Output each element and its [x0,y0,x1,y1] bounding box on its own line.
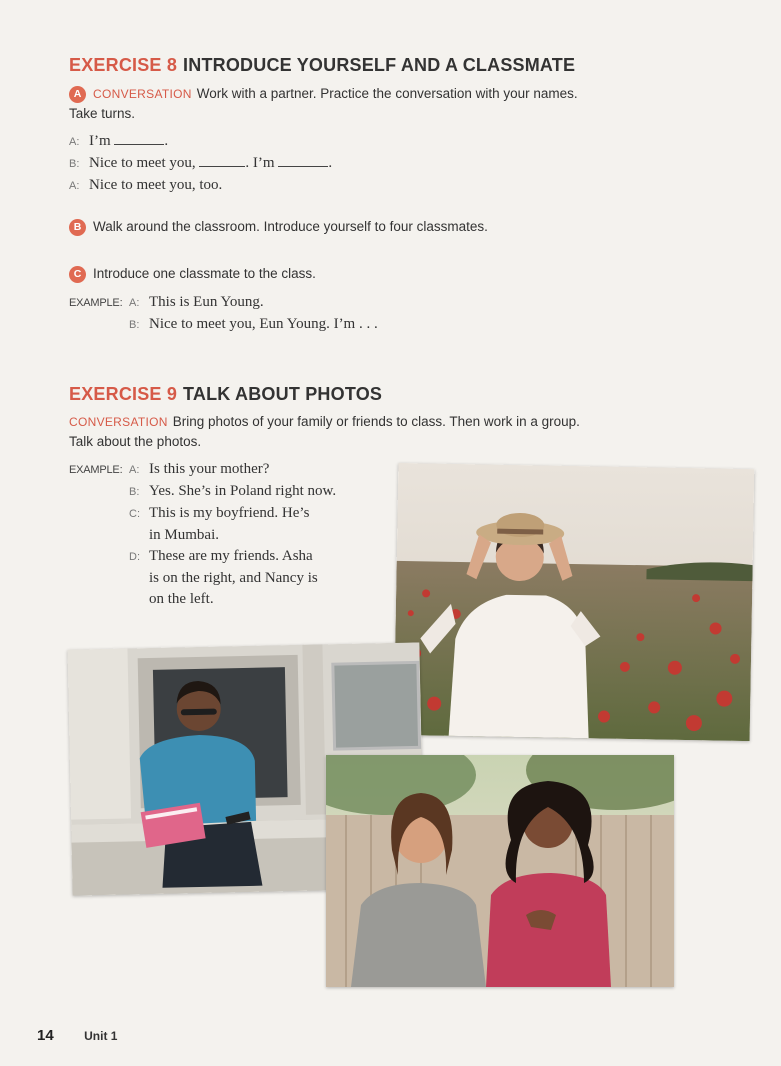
part-c-instruction [69,264,316,283]
example-text: Yes. She’s in Poland right now. [149,483,337,499]
unit-label: Unit 1 [84,1029,118,1043]
part-a-bullet: A [69,86,86,103]
photo-two-friends [326,755,674,987]
example-text: Is this your mother? [149,461,270,477]
dialogue-text: . I’m [245,155,275,171]
part-a-text-cont: Take turns. [69,106,136,121]
dialogue-line [69,131,332,153]
exercise-8-number: EXERCISE 8 [69,55,178,75]
speaker-label: A: [69,180,80,192]
exercise-8-title: INTRODUCE YOURSELF AND A CLASSMATE [183,55,576,75]
dialogue-line [69,175,332,197]
dialogue-text: . [164,133,169,149]
exercise-8-example [69,292,378,336]
example-text: in Mumbai. [149,527,219,543]
conversation-tag: CONVERSATION [93,87,192,101]
poppy-field-image [394,463,755,741]
answer-blank [199,155,245,167]
example-text: Nice to meet you, Eun Young. I’m . . . [149,316,378,332]
dialogue-line [69,153,332,175]
photo-woman-poppy-field [394,463,755,741]
example-text: is on the right, and Nancy is [149,570,318,586]
exercise-9-text-cont: Talk about the photos. [69,434,202,449]
part-b-instruction [69,217,488,236]
example-label: EXAMPLE: [69,297,123,309]
speaker-label: D: [129,551,140,563]
dialogue-text: . [328,155,333,171]
answer-blank [114,133,164,145]
example-text: This is my boyfriend. He’s [149,505,310,521]
exercise-8-heading [69,55,575,76]
exercise-9-instruction [69,412,709,451]
example-label: EXAMPLE: [69,464,123,476]
exercise-9-example [69,459,336,610]
part-a-text: Work with a partner. Practice the conversation with your names. [196,86,578,101]
exercise-9-text: Bring photos of your family or friends to class. Then work in a group. [172,414,580,429]
conversation-tag: CONVERSATION [69,415,168,429]
dialogue-text: Nice to meet you, too. [89,177,223,193]
speaker-label: B: [129,319,140,331]
exercise-9-title: TALK ABOUT PHOTOS [183,384,383,404]
page-number: 14 [37,1027,54,1044]
exercise-9-number: EXERCISE 9 [69,384,178,404]
part-a-instruction [69,84,689,123]
dialogue-text: Nice to meet you, [89,155,196,171]
speaker-label: B: [129,486,140,498]
part-b-text: Walk around the classroom. Introduce yourself to four classmates. [93,219,488,234]
part-c-text: Introduce one classmate to the class. [93,266,316,281]
dialogue-text: I’m [89,133,111,149]
example-text: This is Eun Young. [149,294,264,310]
page-footer [37,1027,117,1045]
part-c-bullet: C [69,266,86,283]
speaker-label: A: [129,297,140,309]
dialogue [69,131,332,197]
example-text: These are my friends. Asha [149,548,313,564]
speaker-label: A: [69,136,80,148]
two-friends-image [326,755,674,987]
answer-blank [278,155,328,167]
speaker-label: B: [69,158,80,170]
exercise-9-heading [69,384,382,405]
speaker-label: C: [129,508,140,520]
speaker-label: A: [129,464,140,476]
example-text: on the left. [149,591,214,607]
part-b-bullet: B [69,219,86,236]
